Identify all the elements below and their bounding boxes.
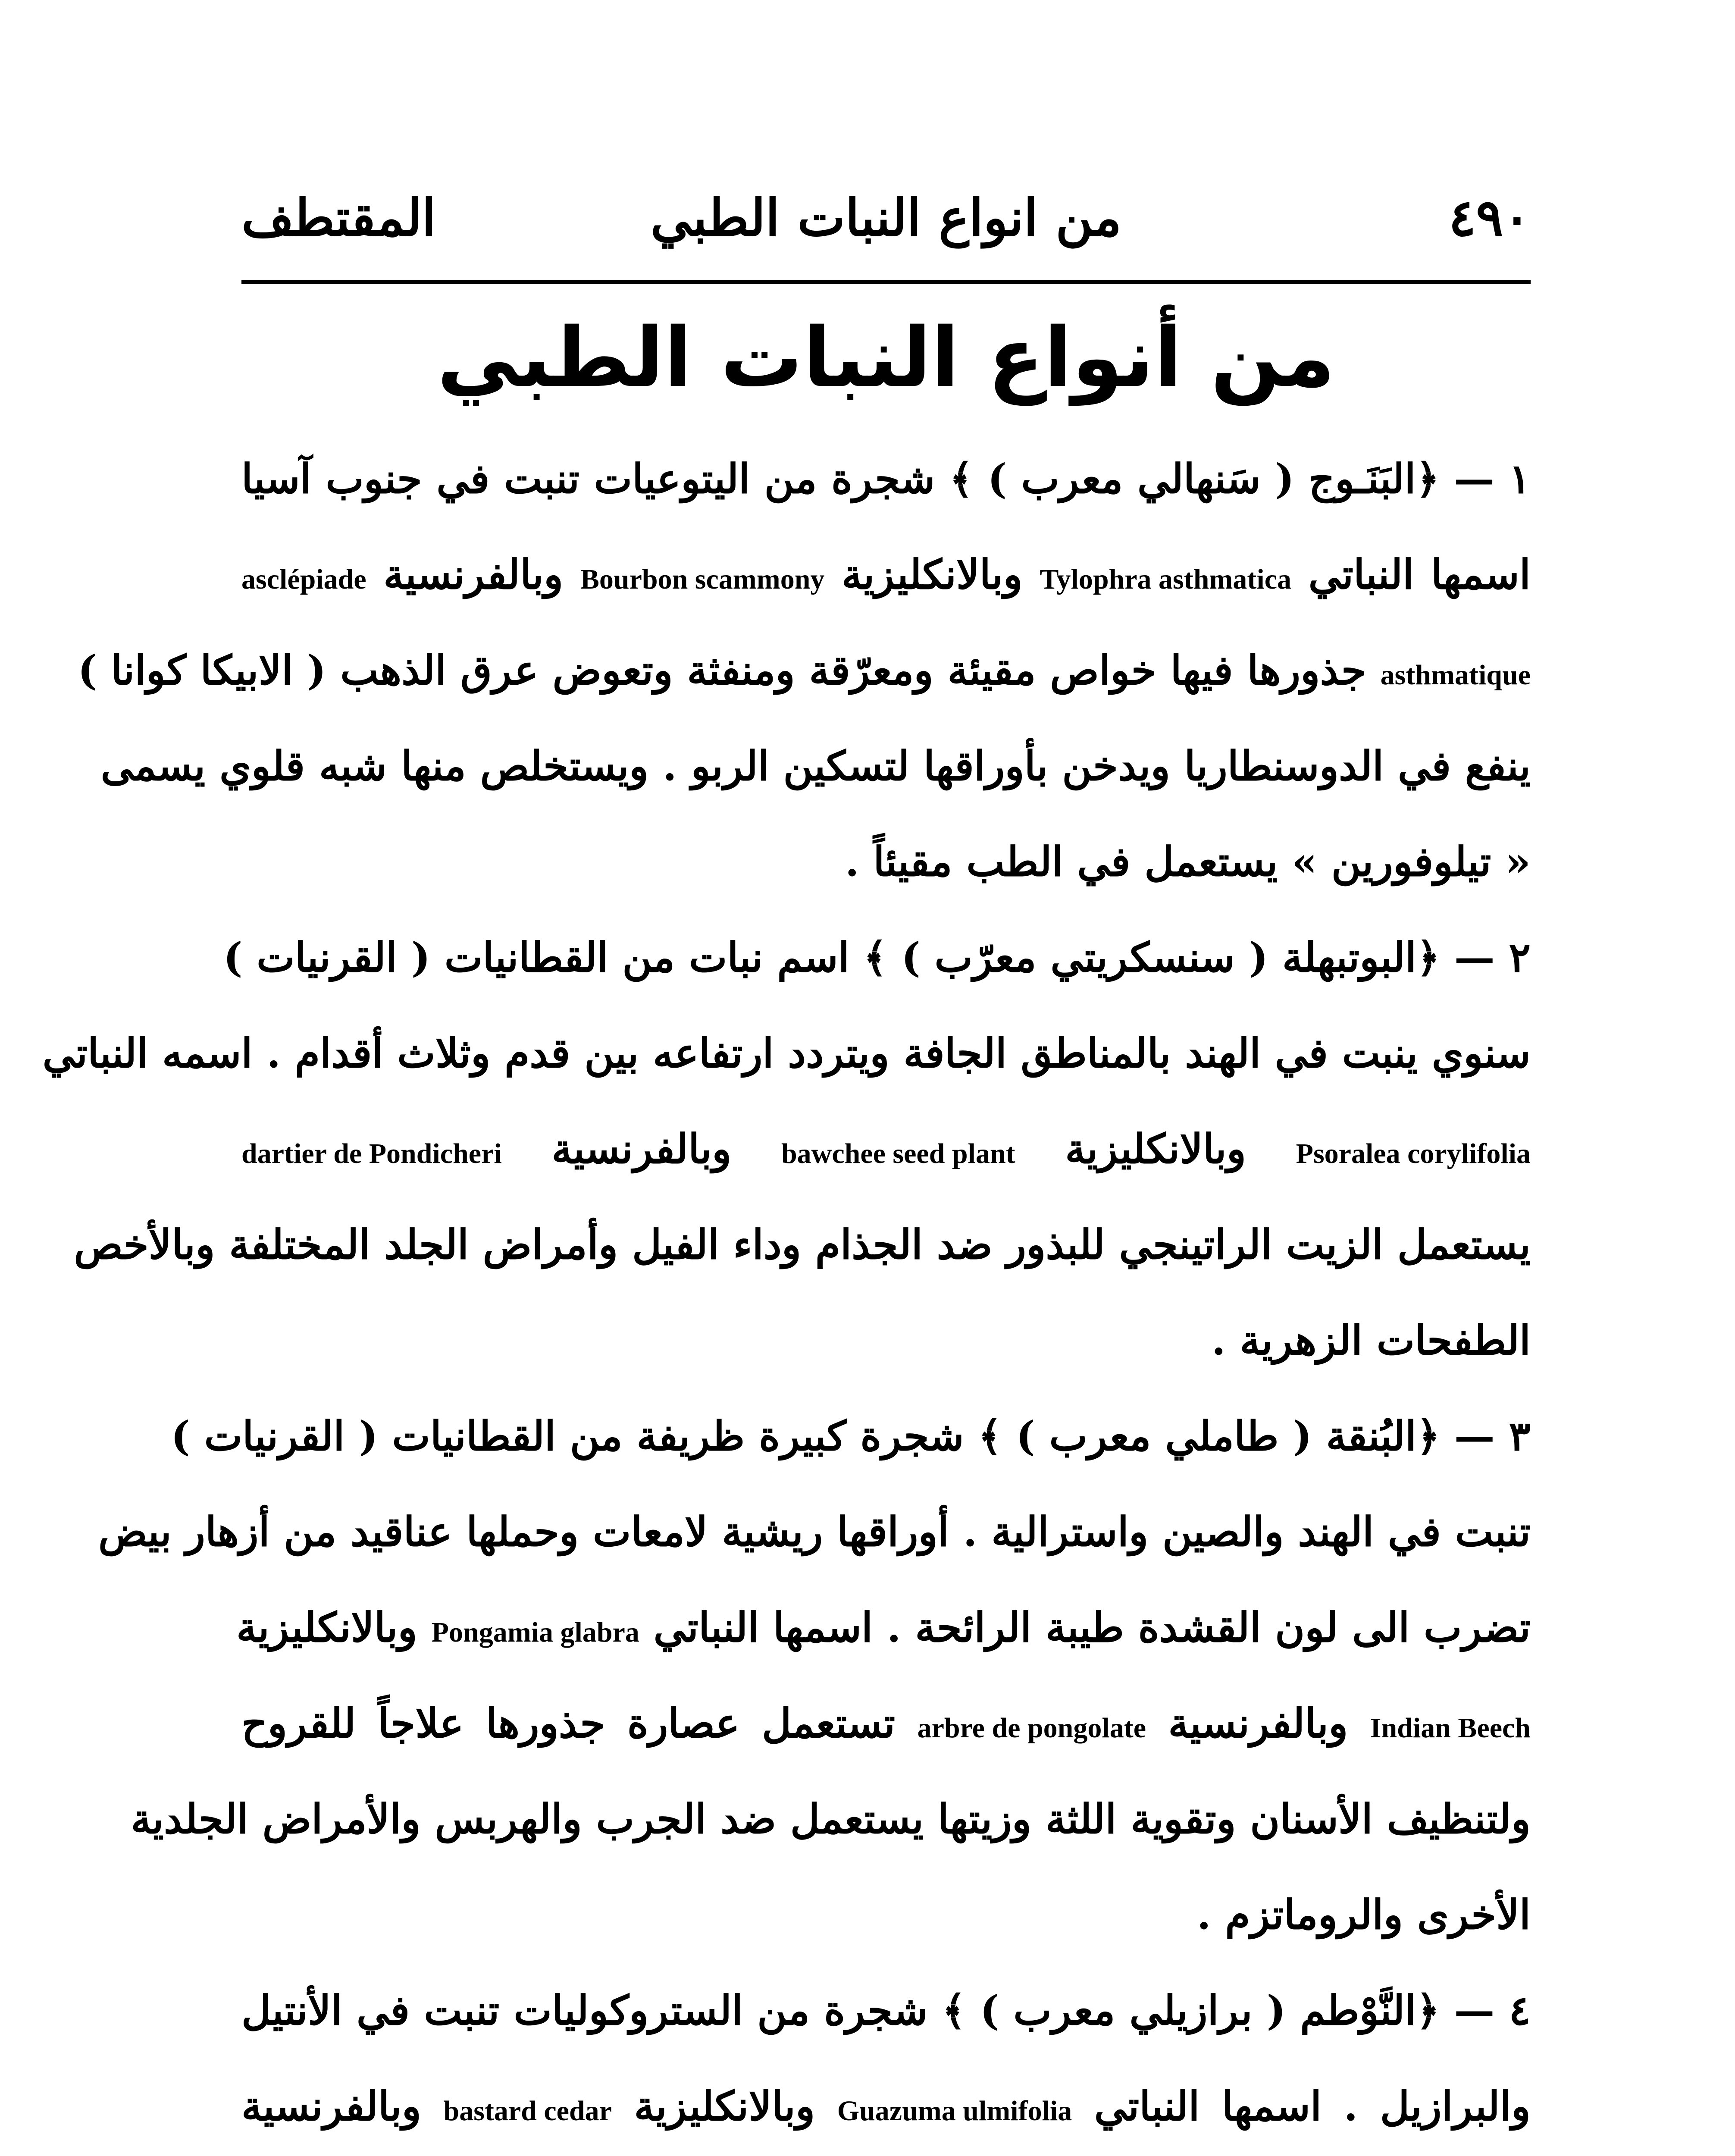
journal-name: المقتطف — [241, 188, 436, 248]
arabic-text: سنوي ينبت في الهند بالمناطق الجافة ويتردد ارتفاعه بين قدم وثلاث أقدام . اسمه النباتي — [42, 1030, 1531, 1077]
text-line — [241, 2059, 1531, 2154]
text-line — [241, 2154, 1531, 2156]
arabic-text: « تيلوفورين » يستعمل في الطب مقيئاً . — [845, 838, 1531, 886]
arabic-text: وبالانكليزية — [1015, 1125, 1296, 1173]
arabic-text: وبالانكليزية — [611, 2083, 837, 2130]
article-body — [42, 431, 1531, 2156]
latin-name: bawchee seed plant — [781, 1138, 1015, 1169]
arabic-text: وبالفرنسية — [1146, 1700, 1370, 1747]
latin-name: Psoralea corylifolia — [1296, 1138, 1531, 1169]
arabic-text: تستعمل عصارة جذورها علاجاً للقروح — [241, 1700, 918, 1747]
arabic-text: ٢ — ﴿البوتبهلة ( سنسكريتي معرّب ) ﴾ اسم نبات من القطانيات ( القرنيات ) — [223, 934, 1531, 981]
arabic-text: وبالانكليزية — [236, 1604, 432, 1651]
arabic-text: وبالفرنسية — [366, 551, 580, 599]
text-line — [241, 1101, 1531, 1197]
latin-name: asclépiade — [241, 564, 366, 595]
arabic-text: وبالفرنسية — [241, 2083, 444, 2130]
article-title: من أنواع النبات الطبي — [437, 310, 1335, 405]
latin-name: Indian Beech — [1370, 1712, 1531, 1744]
arabic-text: ينفع في الدوسنطاريا ويدخن بأوراقها لتسكين الربو . ويستخلص منها شبه قلوي يسمى — [100, 743, 1531, 790]
page-number: ٤٩٠ — [1448, 188, 1531, 248]
arabic-text: وبالفرنسية — [501, 1125, 781, 1173]
arabic-text: ٣ — ﴿البُنقة ( طاملي معرب ) ﴾ شجرة كبيرة ظريفة من القطانيات ( القرنيات ) — [171, 1413, 1531, 1460]
latin-name: Bourbon scammony — [580, 564, 825, 595]
arabic-text: يستعمل الزيت الراتينجي للبذور ضد الجذام وداء الفيل وأمراض الجلد المختلفة وبالأخص — [74, 1221, 1531, 1269]
text-line — [100, 718, 1531, 814]
text-line — [241, 431, 1531, 527]
text-line — [42, 1006, 1531, 1101]
running-title: من انواع النبات الطبي — [650, 188, 1122, 248]
latin-name: dartier de Pondicheri — [241, 1138, 502, 1169]
text-line — [241, 527, 1531, 623]
latin-name: Guazuma ulmifolia — [837, 2095, 1072, 2127]
text-line — [78, 623, 1531, 718]
text-line — [131, 1771, 1531, 1867]
text-line — [241, 1676, 1531, 1771]
latin-name: asthmatique — [1380, 659, 1531, 691]
arabic-text: الأخرى والروماتزم . — [1196, 1891, 1531, 1939]
arabic-text: ٤ — ﴿النَّوْطم ( برازيلي معرب ) ﴾ شجرة من الستروكوليات تنبت في الأنتيل — [241, 1987, 1531, 2034]
latin-name: Pongamia glabra — [431, 1617, 639, 1648]
text-line — [223, 910, 1531, 1006]
arabic-text: تنبت في الهند والصين واسترالية . أوراقها ريشية لامعات وحملها عناقيد من أزهار بيض — [98, 1508, 1531, 1556]
arabic-text: اسمها النباتي — [1291, 551, 1531, 599]
running-header — [241, 170, 1531, 270]
arabic-text: الطفحات الزهرية . — [1211, 1317, 1531, 1364]
text-line — [241, 1293, 1531, 1388]
latin-name: Tylophra asthmatica — [1040, 564, 1292, 595]
text-line — [74, 1197, 1531, 1293]
arabic-text: ١ — ﴿البَنَـوج ( سَنهالي معرب ) ﴾ شجرة من اليتوعيات تنبت في جنوب آسيا — [241, 455, 1531, 503]
arabic-text: تضرب الى لون القشدة طيبة الرائحة . اسمها النباتي — [639, 1604, 1531, 1651]
arabic-text: والبرازيل . اسمها النباتي — [1072, 2083, 1531, 2130]
text-line — [171, 1388, 1531, 1484]
latin-name: arbre de pongolate — [917, 1712, 1146, 1744]
arabic-text: ولتنظيف الأسنان وتقوية اللثة وزيتها يستعمل ضد الجرب والهربس والأمراض الجلدية — [131, 1796, 1531, 1843]
arabic-text: جذورها فيها خواص مقيئة ومعرّقة ومنفثة وتعوض عرق الذهب ( الابيكا كوانا ) — [78, 647, 1381, 694]
latin-name: bastard cedar — [443, 2095, 612, 2127]
header-rule — [241, 280, 1531, 284]
text-line — [241, 814, 1531, 910]
arabic-text: وبالانكليزية — [824, 551, 1040, 599]
text-line — [241, 1963, 1531, 2059]
text-line — [236, 1580, 1531, 1676]
text-line — [241, 1867, 1531, 1963]
text-line — [98, 1484, 1531, 1580]
